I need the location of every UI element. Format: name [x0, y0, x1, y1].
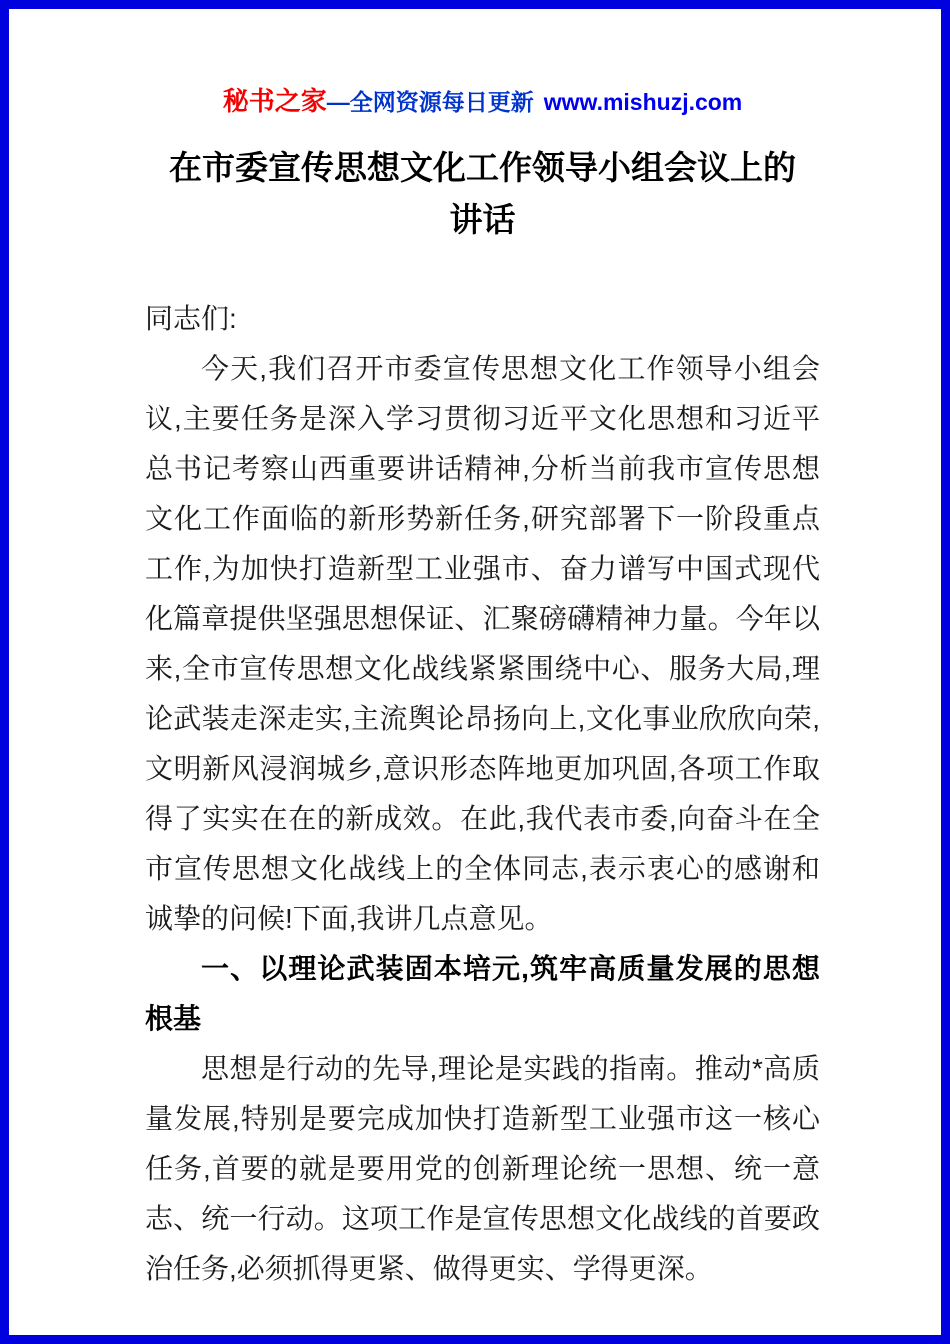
site-header [145, 88, 820, 116]
section-heading: 一、以理论武装固本培元,筑牢高质量发展的思想根基 [145, 953, 820, 1034]
paragraph: 思想是行动的先导,理论是实践的指南。推动*高质量发展,特别是要完成加快打造新型工业强市这一核心任务,首要的就是要用党的创新理论统一思想、统一意志、统一行动。这项工作是宣传思想文化战线的首要政治任务,必须抓得更紧、做得更实、学得更深。 [145, 1053, 820, 1284]
salutation: 同志们: [145, 303, 237, 334]
document-title [145, 142, 820, 246]
document-title-line2: 讲话 [449, 201, 516, 238]
site-brand: 秘书之家 [222, 86, 327, 116]
document-body [145, 294, 820, 1294]
site-url-link[interactable]: www.mishuzj.com [543, 89, 743, 115]
site-tagline: —全网资源每日更新 [326, 89, 534, 115]
paragraph: 今天,我们召开市委宣传思想文化工作领导小组会议,主要任务是深入学习贯彻习近平文化思想和习近平总书记考察山西重要讲话精神,分析当前我市宣传思想文化工作面临的新形势新任务,研究部署下一阶段重点工作,为加快打造新型工业强市、奋力谱写中国式现代化篇章提供坚强思想保证、汇聚磅礴精神力量。今年以来,全市宣传思想文化战线紧紧围绕中心、服务大局,理论武装走深走实,主流舆论昂扬向上,文化事业欣欣向荣,文明新风浸润城乡,意识形态阵地更加巩固,各项工作取得了实实在在的新成效。在此,我代表市委,向奋斗在全市宣传思想文化战线上的全体同志,表示衷心的感谢和诚挚的问候!下面,我讲几点意见。 [145, 353, 820, 934]
document-title-line1: 在市委宣传思想文化工作领导小组会议上的 [169, 149, 796, 186]
